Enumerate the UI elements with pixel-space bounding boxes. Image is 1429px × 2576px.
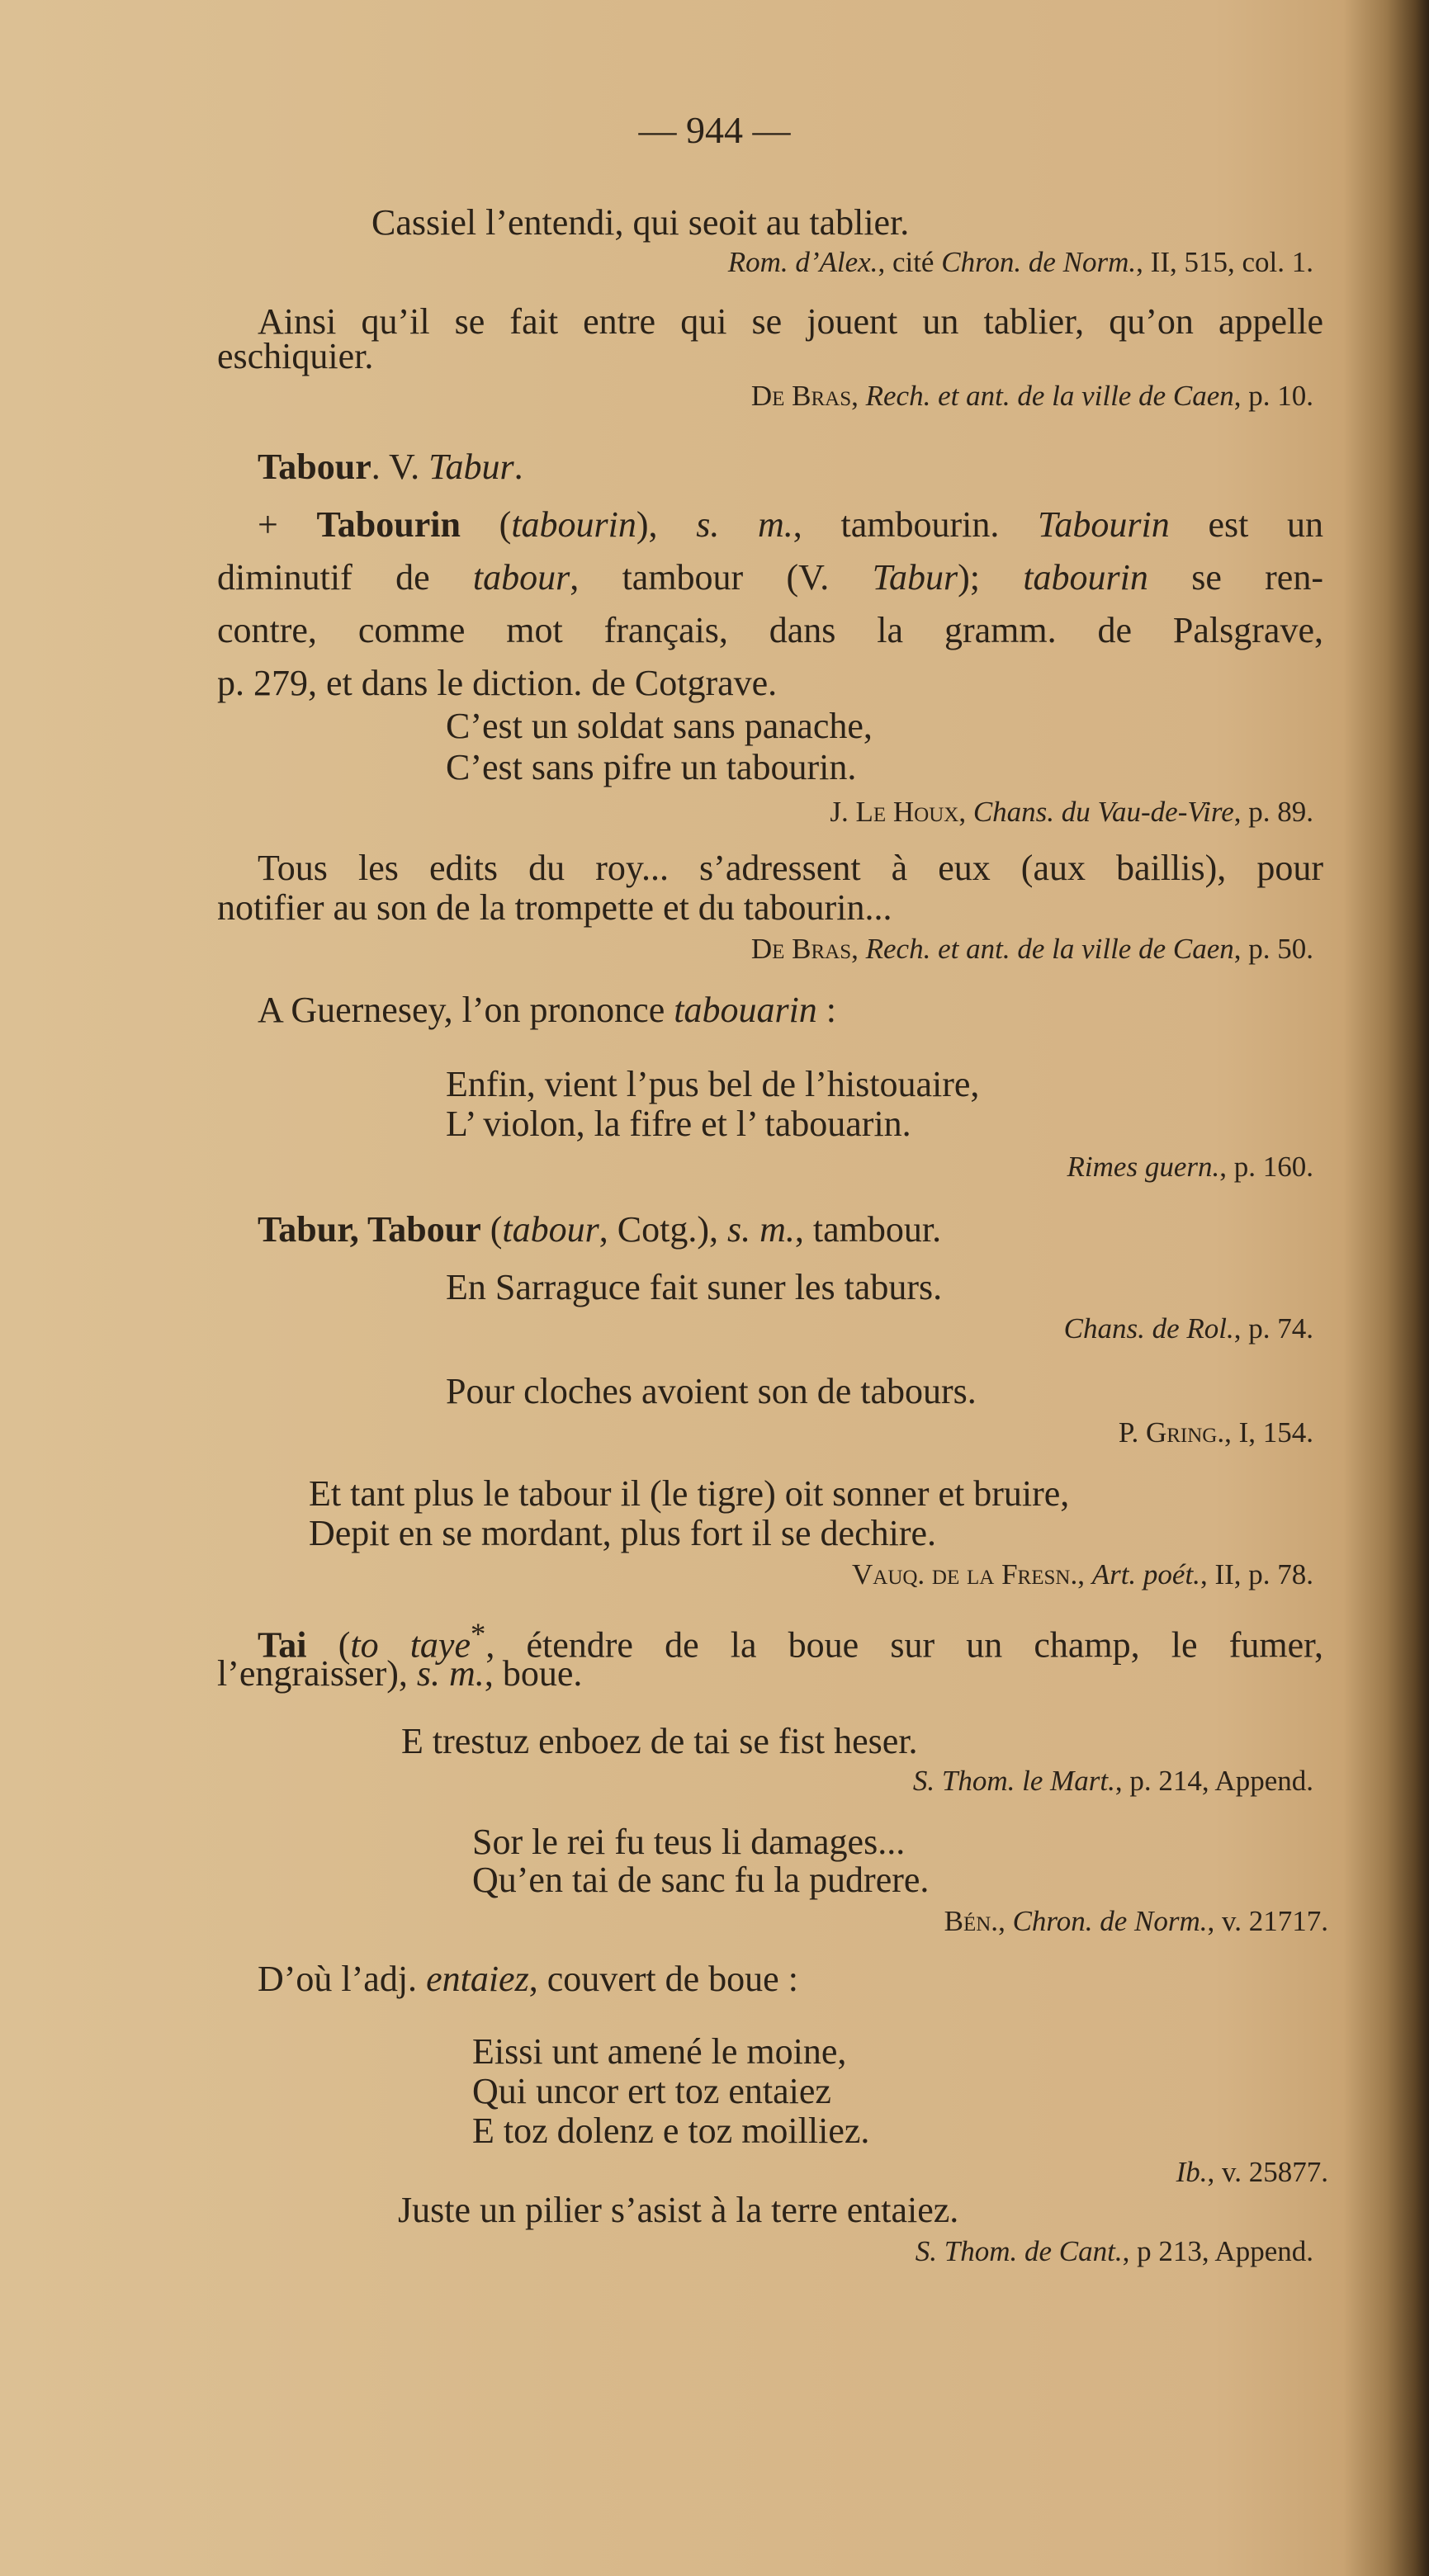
citation-text: , p. 89. (1233, 796, 1313, 828)
entry-text: to taye (350, 1624, 471, 1666)
entry-text: , boue. (484, 1653, 583, 1694)
entry-text: A Guernesey, l’on prononce (258, 990, 674, 1030)
citation-text: , II, p. 78. (1200, 1558, 1313, 1591)
citation (1067, 1144, 1313, 1190)
citation-title: Chans. de Rol. (1063, 1312, 1234, 1345)
citation-text: , (998, 1905, 1013, 1937)
citation-title: Rech. et ant. de la ville de Caen (865, 933, 1234, 965)
citation-title: S. Thom. de Cant. (915, 2235, 1123, 2267)
paragraph-line: notifier au son de la trompette et du tabourin... (217, 887, 892, 928)
entry-text: . V. (371, 447, 429, 487)
paragraph-line: p. 279, et dans le diction. de Cotgrave. (217, 663, 778, 703)
verse-line: C’est un soldat sans panache, (446, 706, 873, 746)
verse-line: Et tant plus le tabour il (le tigre) oit sonner et bruire, (309, 1473, 1070, 1514)
entry-tabourin-line (258, 502, 1323, 548)
entry-text: Tabourin (1038, 504, 1170, 545)
verse-line: Juste un pilier s’asist à la terre entaiez. (398, 2190, 959, 2230)
paragraph-line: Ainsi qu’il se fait entre qui se jouent un tablier, qu’on appelle (258, 301, 1323, 342)
citation-title: Art. poét. (1091, 1558, 1200, 1591)
citation-author: Bén. (944, 1905, 999, 1937)
entry-text: , étendre de la boue sur un champ, le fumer, (485, 1624, 1323, 1666)
entry-text: tabourin (511, 504, 636, 545)
entry-text: s. m. (696, 504, 793, 545)
entry-text: Tabur (872, 557, 958, 598)
citation-text: , p. 74. (1233, 1312, 1313, 1345)
entry-text: , couvert de boue : (528, 1959, 798, 1999)
verse-line: En Sarraguce fait suner les taburs. (446, 1267, 943, 1307)
entry-headword: Tabourin (316, 504, 461, 545)
entry-text: , tambour. (794, 1209, 942, 1250)
citation (751, 926, 1313, 972)
entry-tabour (258, 444, 523, 490)
citation-title: S. Thom. le Mart. (912, 1765, 1115, 1797)
verse-line: Qu’en tai de sanc fu la pudrere. (472, 1860, 930, 1900)
citation-title: Ib. (1176, 2156, 1208, 2188)
citation-text: , p. 50. (1233, 933, 1313, 965)
entry-text: D’où l’adj. (258, 1959, 427, 1999)
verse-line: Depit en se mordant, plus fort il se dechire. (309, 1513, 937, 1553)
citation (728, 239, 1313, 286)
entry-text: s. m. (416, 1653, 485, 1694)
paragraph-line: eschiquier. (217, 336, 374, 376)
entry-text: se ren- (1147, 557, 1323, 598)
asterisk: * (471, 1617, 486, 1651)
verse-line: Pour cloches avoient son de tabours. (446, 1371, 977, 1411)
entry-text: , Cotg.), (599, 1209, 727, 1250)
page-number: — 944 — (638, 109, 791, 151)
citation-text: , p. 10. (1233, 380, 1313, 412)
entry-text: ( (306, 1624, 351, 1666)
paragraph-line (258, 987, 836, 1033)
entry-text: entaiez (426, 1959, 529, 1999)
entry-headword: Tai (258, 1624, 307, 1666)
verse-line: E trestuz enboez de tai se fist heser. (401, 1721, 918, 1761)
entry-headword: Tabur, Tabour (258, 1209, 481, 1250)
citation-author: De Bras (750, 933, 852, 965)
citation (1176, 2149, 1328, 2196)
citation-title: Rech. et ant. de la ville de Caen (865, 380, 1234, 412)
verse-line: L’ violon, la fifre et l’ tabouarin. (446, 1104, 911, 1144)
entry-text: ), (636, 504, 697, 545)
citation-author: Vauq. de la Fresn. (851, 1558, 1078, 1591)
entry-tabur (258, 1207, 941, 1253)
paragraph-line (258, 1956, 798, 2002)
citation-text: , p. 214, Append. (1114, 1765, 1313, 1797)
citation (916, 2229, 1313, 2275)
citation-title: Rimes guern. (1067, 1151, 1220, 1183)
citation-text: , (851, 380, 866, 412)
citation (944, 1898, 1328, 1945)
entry-text: l’engraisser), (217, 1653, 417, 1694)
entry-text: , tambourin. (793, 504, 1038, 545)
citation (1064, 1306, 1313, 1352)
citation-text: , II, 515, col. 1. (1136, 246, 1313, 278)
verse-line: Qui uncor ert toz entaiez (472, 2071, 831, 2111)
verse-line: Sor le rei fu teus li damages... (472, 1822, 906, 1862)
citation-title: Rom. d’Alex. (727, 246, 878, 278)
verse-line: Eissi unt amené le moine, (472, 2031, 847, 2072)
paragraph-line: Tous les edits du roy... s’adressent à eux (aux baillis), pour (258, 848, 1323, 888)
entry-headword: Tabour (258, 447, 371, 487)
citation-text: , cité (878, 246, 942, 278)
citation-author: De Bras (750, 380, 852, 412)
citation-title: Chron. de Norm. (941, 246, 1137, 278)
entry-text: ( (460, 504, 512, 545)
verse-line: C’est sans pifre un tabourin. (446, 747, 857, 787)
paragraph-line (217, 555, 1323, 601)
verse-line: Cassiel l’entendi, qui seoit au tablier. (371, 202, 910, 243)
paragraph-line (217, 1651, 582, 1697)
citation (913, 1758, 1313, 1804)
verse-line: Enfin, vient l’pus bel de l’histouaire, (446, 1064, 980, 1104)
verse-line: E toz dolenz e toz moilliez. (472, 2110, 870, 2151)
paragraph-line: contre, comme mot français, dans la gramm. de Palsgrave, (217, 610, 1323, 650)
entry-text: tabour (472, 557, 570, 598)
citation-text: , (1077, 1558, 1092, 1591)
entry-text: , tambour (V. (570, 557, 873, 598)
entry-text: s. m. (726, 1209, 795, 1250)
entry-text: tabourin (1023, 557, 1148, 598)
citation (751, 373, 1313, 419)
entry-text: ( (480, 1209, 503, 1250)
citation-author: J. Le Houx (830, 796, 959, 828)
entry-text: est un (1169, 504, 1323, 545)
cross-reference: Tabur (428, 447, 514, 487)
entry-text: ); (958, 557, 1024, 598)
entry-text: diminutif de (217, 557, 473, 598)
cross-mark: + (258, 504, 278, 545)
citation-text: , v. 21717. (1207, 1905, 1328, 1937)
entry-text: : (816, 990, 837, 1030)
citation-title: Chans. du Vau-de-Vire (972, 796, 1234, 828)
entry-text: tabour (502, 1209, 599, 1250)
citation: P. Gring., I, 154. (1118, 1416, 1313, 1449)
citation-title: Chron. de Norm. (1012, 1905, 1208, 1937)
citation-text: , (958, 796, 973, 828)
citation (852, 1552, 1313, 1598)
citation-text: , (851, 933, 866, 965)
citation-text: , p. 160. (1219, 1151, 1313, 1183)
entry-text: . (513, 447, 523, 487)
citation-text: , v. 25877. (1207, 2156, 1328, 2188)
citation-text: , p 213, Append. (1122, 2235, 1313, 2267)
entry-text: tabouarin (674, 990, 817, 1030)
citation (830, 789, 1313, 835)
